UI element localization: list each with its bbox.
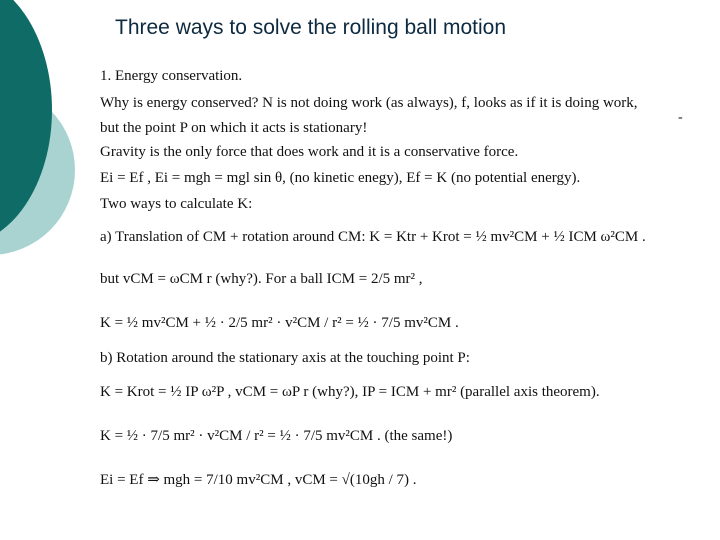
- line-final-velocity: Ei = Ef ⇒ mgh = 7/10 mv²CM , vCM = √(10gh / 7) .: [100, 472, 417, 488]
- line-translation-rotation: a) Translation of CM + rotation around CM: K = Ktr + Krot = ½ mv²CM + ½ ICM ω²CM .: [100, 229, 646, 245]
- line-kinetic-energy-a: K = ½ mv²CM + ½ · 2/5 mr² · v²CM / r² = ½ · 7/5 mv²CM .: [100, 315, 459, 331]
- line-two-ways: Two ways to calculate K:: [100, 196, 253, 212]
- line-kinetic-energy-b: K = ½ · 7/5 mr² · v²CM / r² = ½ · 7/5 mv²CM . (the same!): [100, 428, 453, 444]
- line-rotation-p: b) Rotation around the stationary axis at the touching point P:: [100, 350, 470, 366]
- line-gravity: Gravity is the only force that does work and it is a conservative force.: [100, 144, 519, 160]
- line-energy-conservation: 1. Energy conservation.: [100, 68, 243, 84]
- line-krot: K = Krot = ½ IP ω²P , vCM = ωP r (why?), IP = ICM + mr² (parallel axis theorem).: [100, 384, 600, 400]
- line-point-p: but the point P on which it acts is stationary!: [100, 120, 368, 136]
- line-ball-inertia: but vCM = ωCM r (why?). For a ball ICM = 2/5 mr² ,: [100, 271, 423, 287]
- line-energy-equation: Ei = Ef , Ei = mgh = mgl sin θ, (no kinetic enegy), Ef = K (no potential energy).: [100, 170, 581, 186]
- slide-title: Three ways to solve the rolling ball motion: [115, 16, 507, 39]
- margin-dash: -: [678, 110, 683, 125]
- line-why-conserved: Why is energy conserved? N is not doing work (as always), f, looks as if it is doing work,: [100, 95, 638, 111]
